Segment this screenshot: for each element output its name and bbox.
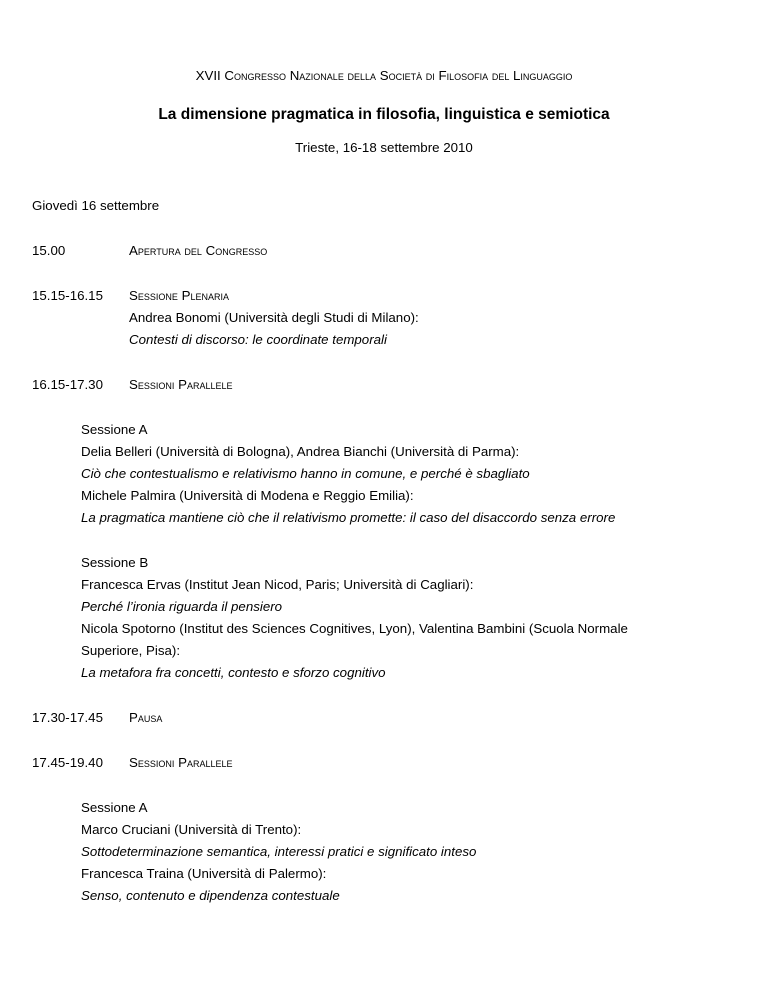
place-date: Trieste, 16-18 settembre 2010 xyxy=(295,140,473,155)
speaker: Delia Belleri (Università di Bologna), Andrea Bianchi (Università di Parma): xyxy=(81,444,520,459)
talk-title: Perché l’ironia riguarda il pensiero xyxy=(81,599,283,614)
document-title: La dimensione pragmatica in filosofia, linguistica e semiotica xyxy=(158,106,610,123)
talk-title: Ciò che contestualismo e relativismo hanno in comune, e perché è sbagliato xyxy=(81,466,530,481)
congress-heading: XVII Congresso Nazionale della Società di Filosofia del Linguaggio xyxy=(195,68,573,83)
session-time: 16.15-17.30 xyxy=(32,377,103,392)
session-label: Pausa xyxy=(129,710,163,725)
session-label: Sessioni Parallele xyxy=(129,377,233,392)
talk-title: La metafora fra concetti, contesto e sforzo cognitivo xyxy=(81,665,386,680)
speaker: Marco Cruciani (Università di Trento): xyxy=(81,822,302,837)
day-heading: Giovedì 16 settembre xyxy=(32,198,160,213)
talk-title: Senso, contenuto e dipendenza contestuale xyxy=(81,888,340,903)
speaker: Francesca Traina (Università di Palermo): xyxy=(81,866,327,881)
speaker: Michele Palmira (Università di Modena e Reggio Emilia): xyxy=(81,488,414,503)
speaker: Francesca Ervas (Institut Jean Nicod, Paris; Università di Cagliari): xyxy=(81,577,474,592)
parallel-session-name: Sessione A xyxy=(81,422,148,437)
speaker: Superiore, Pisa): xyxy=(81,643,181,658)
talk-title: Contesti di discorso: le coordinate temporali xyxy=(129,332,387,347)
session-time: 17.30-17.45 xyxy=(32,710,103,725)
session-label: Sessioni Parallele xyxy=(129,755,233,770)
speaker: Andrea Bonomi (Università degli Studi di Milano): xyxy=(129,310,419,325)
speaker: Nicola Spotorno (Institut des Sciences Cognitives, Lyon), Valentina Bambini (Scuola Normale xyxy=(81,621,628,636)
session-time: 15.00 xyxy=(32,243,66,258)
parallel-session-name: Sessione B xyxy=(81,555,149,570)
talk-title: Sottodeterminazione semantica, interessi pratici e significato inteso xyxy=(81,844,477,859)
talk-title: La pragmatica mantiene ciò che il relativismo promette: il caso del disaccordo senza errore xyxy=(81,510,616,525)
session-label: Apertura del Congresso xyxy=(129,243,268,258)
session-time: 17.45-19.40 xyxy=(32,755,103,770)
session-label: Sessione Plenaria xyxy=(129,288,229,303)
parallel-session-name: Sessione A xyxy=(81,800,148,815)
session-time: 15.15-16.15 xyxy=(32,288,103,303)
